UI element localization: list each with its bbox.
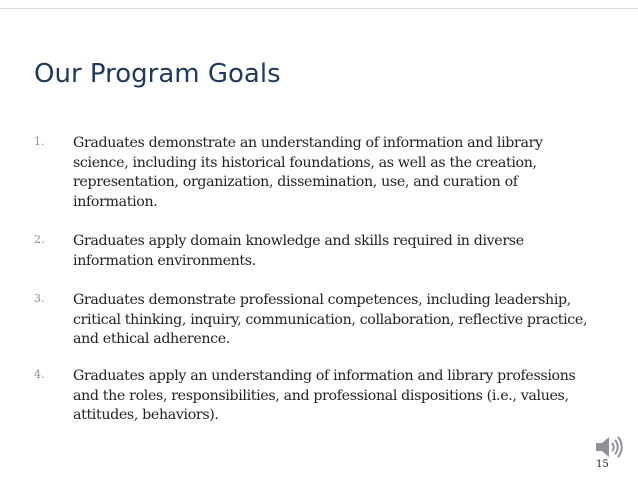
goal-text: Graduates demonstrate an understanding of information and library science, including its historical foundations, as well as the creation, representation, organization, dissemination, use, and curation of information. [73, 135, 543, 210]
slide-title: Our Program Goals [34, 59, 281, 89]
goal-number: 4. [34, 368, 45, 381]
goal-text: Graduates apply domain knowledge and skills required in diverse information environments. [73, 233, 524, 269]
goal-text: Graduates apply an understanding of information and library professions and the roles, responsibilities, and professional dispositions (i.e., values, attitudes, behaviors). [73, 368, 576, 423]
goal-number: 3. [34, 292, 45, 305]
goal-text: Graduates demonstrate professional competences, including leadership, critical thinking, inquiry, communication, collaboration, reflective practice, and ethical adherence. [73, 292, 588, 347]
page-number: 15 [596, 459, 609, 470]
top-divider [0, 8, 638, 9]
goal-number: 1. [34, 135, 45, 148]
goal-number: 2. [34, 233, 45, 246]
